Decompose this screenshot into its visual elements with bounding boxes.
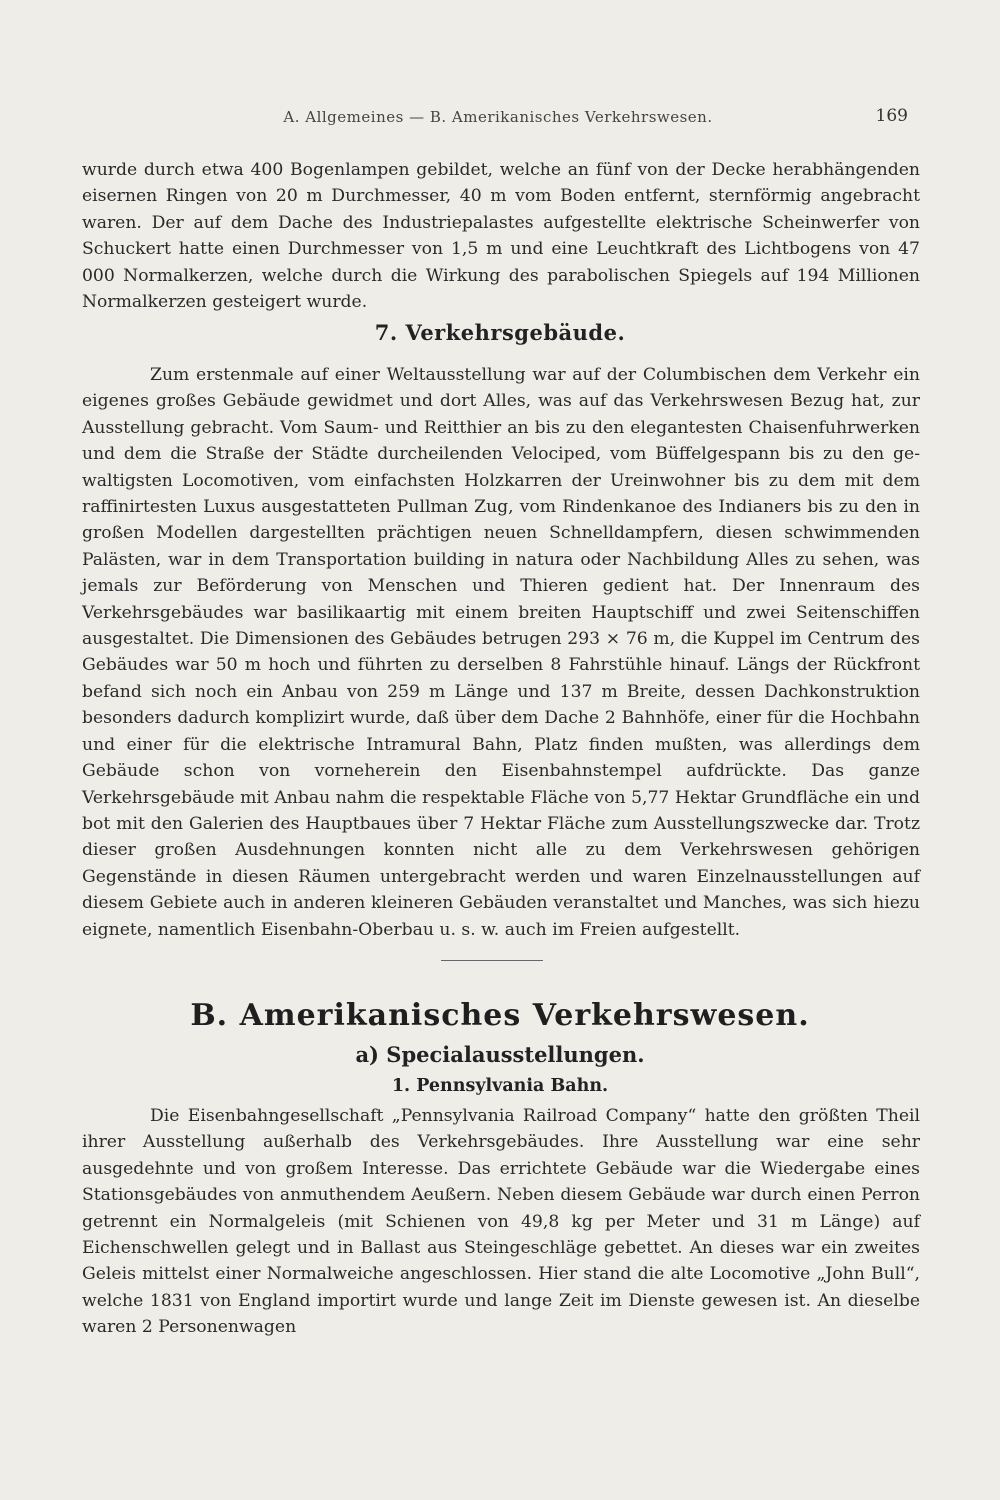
main-heading-verkehrswesen: B. Amerikanisches Verkehrswesen.	[190, 998, 810, 1033]
page-header	[80, 108, 916, 138]
section-7-body	[82, 362, 920, 943]
paragraph: wurde durch etwa 400 Bogenlampen gebildet, welche an fünf von der Decke herabhängenden eisernen Ringen von 20 m Durchmesser, 40 m vom Boden entfernt, sternförmig angebracht waren. Der auf dem Dache des Industriepalastes aufgestellte elektrische Scheinwerfer von Schuckert hatte einen Durchmesser von 1,5 m und eine Leuchtkraft des Lichtbogens von 47 000 Normalkerzen, welche durch die Wirkung des parabolischen Spiegels auf 194 Millionen Normalkerzen gesteigert wurde.	[82, 160, 920, 313]
page-number: 169	[875, 106, 908, 126]
section-b-body	[82, 1103, 920, 1341]
section-heading-verkehrsgebaeude: 7. Verkehrsgebäude.	[374, 320, 626, 345]
continued-paragraph-block	[82, 157, 920, 315]
paragraph: Die Eisenbahngesellschaft „Pennsylvania Railroad Company“ hatte den größten Theil ihrer Ausstellung außerhalb des Verkehrsgebäudes. Ihre Ausstellung war eine sehr ausgedehnte und von großem Interesse. Das errichtete Gebäude war die Wiedergabe eines Stationsgebäudes von anmuthendem Aeußern. Neben diesem Gebäude war durch einen Perron getrennt ein Normalgeleis (mit Schienen von 49,8 kg per Meter und 31 m Länge) auf Eichenschwellen gelegt und in Ballast aus Steingeschläge gebettet. An dieses war ein zweites Geleis mittelst einer Normalweiche angeschlossen. Hier stand die alte Locomotive „John Bull“, welche 1831 von England importirt wurde und lange Zeit im Dienste gewesen ist. An dieselbe waren 2 Personenwagen	[82, 1106, 920, 1338]
sub-heading-specialausstellungen: a) Specialausstellungen.	[355, 1042, 645, 1067]
sub-sub-heading-pennsylvania: 1. Pennsylvania Bahn.	[391, 1076, 609, 1096]
running-head: A. Allgemeines — B. Amerikanisches Verkehrswesen.	[283, 108, 713, 126]
section-divider	[441, 960, 543, 961]
paragraph: Zum erstenmale auf einer Weltausstellung war auf der Columbischen dem Verkehr ein eigenes großes Gebäude gewidmet und dort Alles, was auf das Verkehrswesen Bezug hat, zur Ausstellung gebracht. Vom Saum- und Reitthier an bis zu den elegantesten Chaisenfuhrwerken und dem die Straße der Städte durcheilenden Velociped, vom Büffelgespann bis zu den gewaltigsten Locomotiven, vom einfachsten Holzkarren der Ureinwohner bis zu dem mit dem raffinirtesten Luxus ausgestatteten Pullman Zug, vom Rindenkanoe des Indianers bis zu den in großen Modellen dargestellten prächtigen neuen Schnelldampfern, diesen schwimmenden Palästen, war in dem Transportation building in natura oder Nachbildung Alles zu sehen, was jemals zur Beförderung von Menschen und Thieren gedient hat. Der Innenraum des Verkehrsgebäudes war basilikaartig mit einem breiten Hauptschiff und zwei Seitenschiffen ausgestaltet. Die Dimensionen des Gebäudes betrugen 293 × 76 m, die Kuppel im Centrum des Gebäudes war 50 m hoch und führten zu derselben 8 Fahrstühle hinauf. Längs der Rückfront befand sich noch ein Anbau von 259 m Länge und 137 m Breite, dessen Dachkonstruktion besonders dadurch komplizirt wurde, daß über dem Dache 2 Bahnhöfe, einer für die Hochbahn und einer für die elektrische Intramural Bahn, Platz finden mußten, was allerdings dem Gebäude schon von vorneherein den Eisenbahnstempel aufdrückte. Das ganze Verkehrsgebäude mit Anbau nahm die respektable Fläche von 5,77 Hektar Grundfläche ein und bot mit den Galerien des Hauptbaues über 7 Hektar Fläche zum Ausstellungszwecke dar. Trotz dieser großen Ausdehnungen konnten nicht alle zu dem Verkehrswesen gehörigen Gegenstände in diesen Räumen untergebracht werden und waren Einzelnausstellungen auf diesem Gebiete auch in anderen kleineren Gebäuden veranstaltet und Manches, was sich hiezu eignete, namentlich Eisenbahn-Oberbau u. s. w. auch im Freien aufgestellt.	[82, 365, 920, 940]
